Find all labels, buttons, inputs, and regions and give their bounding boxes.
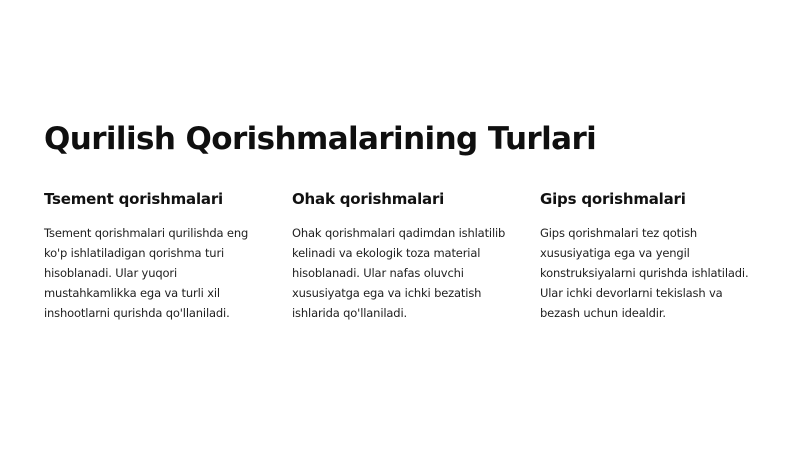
column-text: Ohak qorishmalari qadimdan ishlatilib kelinadi va ekologik toza material hisoblanadi. Ular nafas oluvchi xususiyatga ega va ichki bezatish ishlarida qo'llaniladi. (292, 226, 506, 320)
slide-title: Qurilish Qorishmalarining Turlari (44, 121, 597, 157)
column-heading: Gips qorishmalari (540, 190, 686, 208)
column-text: Gips qorishmalari tez qotish xususiyatiga ega va yengil konstruksiyalarni qurishda ishlatiladi. Ular ichki devorlarni tekislash va bezash uchun idealdir. (540, 226, 749, 320)
column-lime-mortars (292, 188, 512, 323)
column-text: Tsement qorishmalari qurilishda eng ko'p ishlatiladigan qorishma turi hisoblanadi. Ular yuqori mustahkamlikka ega va turli xil inshootlarni qurishda qo'llaniladi. (44, 226, 249, 320)
column-cement-mortars (44, 188, 264, 323)
column-heading: Tsement qorishmalari (44, 190, 223, 208)
column-gypsum-mortars (540, 188, 760, 323)
column-heading: Ohak qorishmalari (292, 190, 445, 208)
